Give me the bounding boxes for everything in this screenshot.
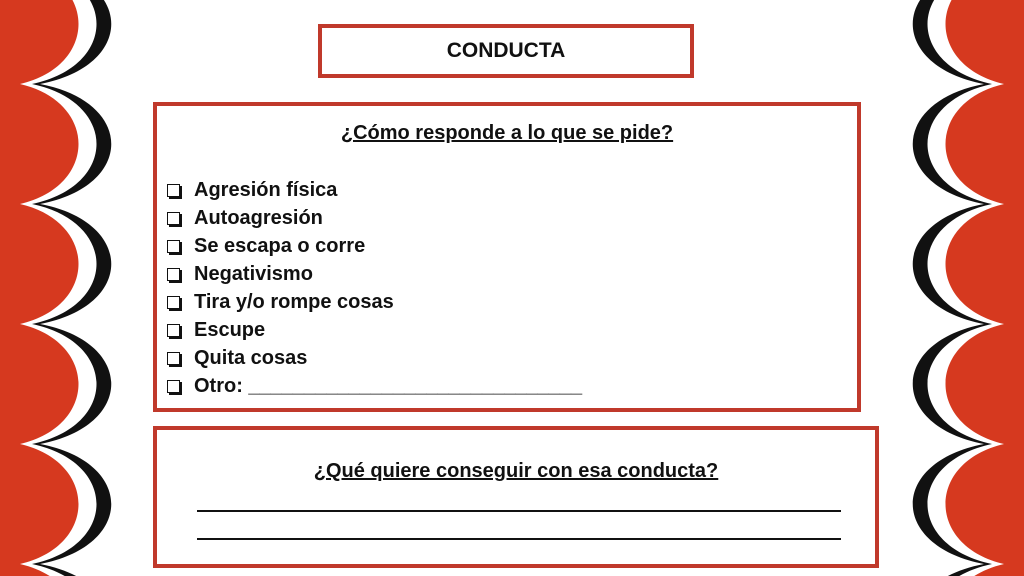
options-list bbox=[167, 176, 582, 400]
option-item[interactable] bbox=[167, 204, 582, 232]
option-item[interactable] bbox=[167, 260, 582, 288]
answer-line[interactable] bbox=[197, 538, 841, 540]
page-title: CONDUCTA bbox=[446, 39, 566, 62]
option-label: Quita cosas bbox=[194, 346, 308, 369]
option-item[interactable] bbox=[167, 344, 582, 372]
checkbox-icon[interactable] bbox=[167, 380, 180, 393]
goal-box bbox=[153, 426, 879, 568]
checkbox-icon[interactable] bbox=[167, 268, 180, 281]
question-heading: ¿Cómo responde a lo que se pide? bbox=[340, 122, 674, 144]
checkbox-icon[interactable] bbox=[167, 240, 180, 253]
checkbox-icon[interactable] bbox=[167, 296, 180, 309]
option-label: Otro: ______________________________ bbox=[194, 374, 583, 397]
option-item[interactable] bbox=[167, 372, 582, 400]
option-label: Se escapa o corre bbox=[194, 234, 366, 257]
checkbox-icon[interactable] bbox=[167, 324, 180, 337]
question-box bbox=[153, 102, 861, 412]
option-item[interactable] bbox=[167, 316, 582, 344]
option-item[interactable] bbox=[167, 176, 582, 204]
option-label: Tira y/o rompe cosas bbox=[194, 290, 394, 313]
title-box bbox=[318, 24, 694, 78]
left-scallop-decoration bbox=[0, 0, 170, 576]
option-label: Escupe bbox=[194, 318, 266, 341]
answer-line[interactable] bbox=[197, 510, 841, 512]
option-item[interactable] bbox=[167, 288, 582, 316]
option-label: Negativismo bbox=[194, 262, 313, 285]
goal-heading: ¿Qué quiere conseguir con esa conducta? bbox=[313, 460, 719, 482]
option-label: Autoagresión bbox=[194, 206, 323, 229]
right-scallop-decoration bbox=[864, 0, 1024, 576]
checkbox-icon[interactable] bbox=[167, 184, 180, 197]
checkbox-icon[interactable] bbox=[167, 352, 180, 365]
checkbox-icon[interactable] bbox=[167, 212, 180, 225]
option-label: Agresión física bbox=[194, 178, 338, 201]
option-item[interactable] bbox=[167, 232, 582, 260]
